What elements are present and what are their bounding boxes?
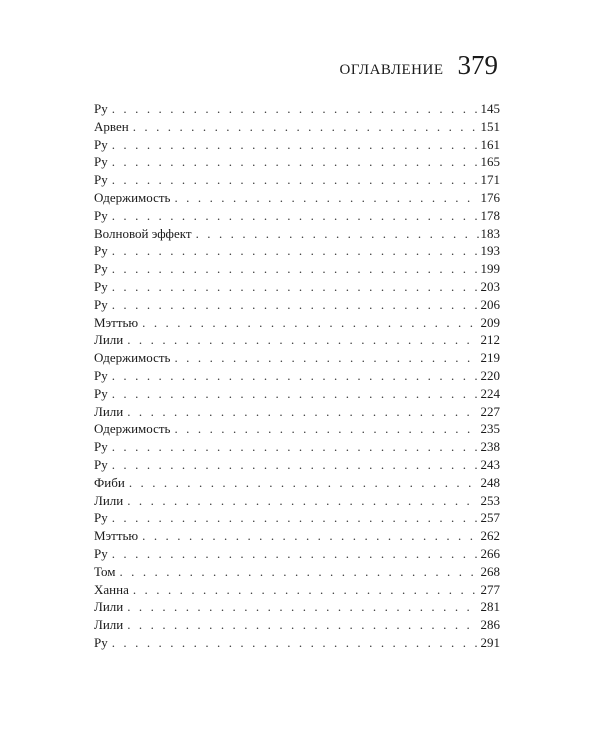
toc-entry-page: 206	[480, 296, 500, 312]
toc-dot-leader	[127, 331, 478, 349]
toc-entry	[94, 492, 500, 510]
toc-dot-leader	[112, 385, 479, 403]
toc-entry-title: Мэттью	[94, 528, 139, 544]
toc-entry-page: 165	[480, 154, 500, 170]
toc-entry-title: Лили	[94, 492, 124, 508]
toc-entry	[94, 527, 500, 545]
toc-entry	[94, 331, 500, 349]
toc-entry-page: 209	[480, 314, 500, 330]
toc-entry-title: Фиби	[94, 474, 125, 490]
toc-dot-leader	[196, 225, 479, 243]
toc-entry-title: Ру	[94, 296, 108, 312]
toc-entry	[94, 420, 500, 438]
toc-dot-leader	[112, 296, 479, 314]
toc-dot-leader	[112, 207, 479, 225]
toc-dot-leader	[112, 153, 479, 171]
toc-entry-title: Ру	[94, 385, 108, 401]
toc-entry-title: Ру	[94, 510, 108, 526]
toc-entry	[94, 136, 500, 154]
toc-entry-page: 178	[480, 207, 500, 223]
toc-entry-title: Ханна	[94, 581, 129, 597]
toc-dot-leader	[119, 563, 478, 581]
toc-entry	[94, 296, 500, 314]
toc-entry-page: 281	[480, 599, 500, 615]
toc-dot-leader	[174, 420, 478, 438]
toc-entry	[94, 207, 500, 225]
toc-entry-title: Ру	[94, 136, 108, 152]
toc-dot-leader	[112, 456, 479, 474]
toc-entry-title: Арвен	[94, 118, 129, 134]
toc-entry	[94, 153, 500, 171]
toc-entry	[94, 225, 500, 243]
toc-dot-leader	[133, 118, 479, 136]
toc-entry-page: 243	[480, 456, 500, 472]
toc-entry	[94, 456, 500, 474]
toc-entry-title: Ру	[94, 243, 108, 259]
toc-entry	[94, 118, 500, 136]
toc-entry-title: Мэттью	[94, 314, 139, 330]
toc-dot-leader	[112, 634, 479, 652]
toc-entry-title: Ру	[94, 261, 108, 277]
toc-entry-page: 176	[480, 189, 500, 205]
toc-entry-title: Одержимость	[94, 421, 171, 437]
toc-dot-leader	[112, 100, 479, 118]
toc-entry-title: Лили	[94, 617, 124, 633]
toc-entry-page: 257	[480, 510, 500, 526]
toc-entry	[94, 616, 500, 634]
toc-entry	[94, 314, 500, 332]
toc-entry-page: 219	[480, 350, 500, 366]
toc-dot-leader	[127, 492, 478, 510]
toc-entry-title: Ру	[94, 207, 108, 223]
toc-entry-page: 291	[480, 634, 500, 650]
toc-entry-page: 151	[480, 118, 500, 134]
toc-entry-title: Лили	[94, 599, 124, 615]
toc-entry	[94, 242, 500, 260]
toc-entry-title: Ру	[94, 278, 108, 294]
toc-entry-page: 277	[480, 581, 500, 597]
toc-entry-page: 227	[480, 403, 500, 419]
toc-entry-page: 238	[480, 439, 500, 455]
toc-entry	[94, 474, 500, 492]
toc-dot-leader	[112, 438, 479, 456]
toc-entry	[94, 403, 500, 421]
running-head	[340, 50, 498, 81]
toc-dot-leader	[142, 527, 478, 545]
toc-entry-title: Лили	[94, 403, 124, 419]
toc-entry-title: Волновой эффект	[94, 225, 192, 241]
toc-dot-leader	[112, 136, 479, 154]
toc-entry-page: 235	[480, 421, 500, 437]
toc-entry-title: Ру	[94, 154, 108, 170]
toc-entry-title: Ру	[94, 545, 108, 561]
toc-entry	[94, 581, 500, 599]
toc-dot-leader	[133, 581, 479, 599]
toc-entry	[94, 385, 500, 403]
toc-entry	[94, 598, 500, 616]
toc-entry-page: 212	[480, 332, 500, 348]
toc-entry-page: 171	[480, 172, 500, 188]
toc-entry-title: Ру	[94, 439, 108, 455]
toc-entry	[94, 563, 500, 581]
toc-dot-leader	[129, 474, 479, 492]
toc-dot-leader	[127, 616, 478, 634]
toc-entry	[94, 189, 500, 207]
toc-entry	[94, 171, 500, 189]
toc-entry-title: Ру	[94, 634, 108, 650]
toc-entry-page: 266	[480, 545, 500, 561]
toc-dot-leader	[112, 509, 479, 527]
toc-entry-title: Ру	[94, 101, 108, 116]
toc-entry-page: 286	[480, 617, 500, 633]
toc-dot-leader	[174, 189, 478, 207]
toc-entry-page: 199	[480, 261, 500, 277]
toc-entry-title: Одержимость	[94, 189, 171, 205]
table-of-contents	[94, 100, 500, 652]
toc-entry	[94, 509, 500, 527]
toc-entry	[94, 438, 500, 456]
toc-entry-title: Ру	[94, 367, 108, 383]
toc-entry-page: 224	[480, 385, 500, 401]
toc-entry-page: 268	[480, 563, 500, 579]
toc-entry-title: Ру	[94, 456, 108, 472]
toc-entry-page: 193	[480, 243, 500, 259]
toc-entry-page: 253	[480, 492, 500, 508]
toc-entry-title: Лили	[94, 332, 124, 348]
toc-entry	[94, 278, 500, 296]
toc-entry-page: 262	[480, 528, 500, 544]
toc-entry	[94, 349, 500, 367]
toc-entry	[94, 260, 500, 278]
toc-dot-leader	[112, 545, 479, 563]
toc-entry	[94, 367, 500, 385]
toc-dot-leader	[127, 403, 478, 421]
toc-dot-leader	[112, 242, 479, 260]
toc-dot-leader	[142, 314, 478, 332]
running-head-title: ОГЛАВЛЕНИЕ	[339, 62, 444, 78]
toc-entry-title: Одержимость	[94, 350, 171, 366]
toc-entry-page: 220	[480, 367, 500, 383]
toc-dot-leader	[112, 260, 479, 278]
toc-dot-leader	[112, 171, 479, 189]
toc-entry	[94, 634, 500, 652]
toc-dot-leader	[174, 349, 478, 367]
page-number: 379	[457, 50, 498, 80]
toc-dot-leader	[112, 278, 479, 296]
toc-entry-page: 145	[480, 101, 500, 116]
toc-entry	[94, 100, 500, 118]
toc-entry	[94, 545, 500, 563]
toc-dot-leader	[112, 367, 479, 385]
toc-entry-page: 161	[480, 136, 500, 152]
toc-dot-leader	[127, 598, 478, 616]
toc-entry-page: 248	[480, 474, 500, 490]
toc-entry-page: 203	[480, 278, 500, 294]
toc-entry-page: 183	[480, 225, 500, 241]
toc-entry-title: Ру	[94, 172, 108, 188]
toc-entry-title: Том	[94, 563, 116, 579]
